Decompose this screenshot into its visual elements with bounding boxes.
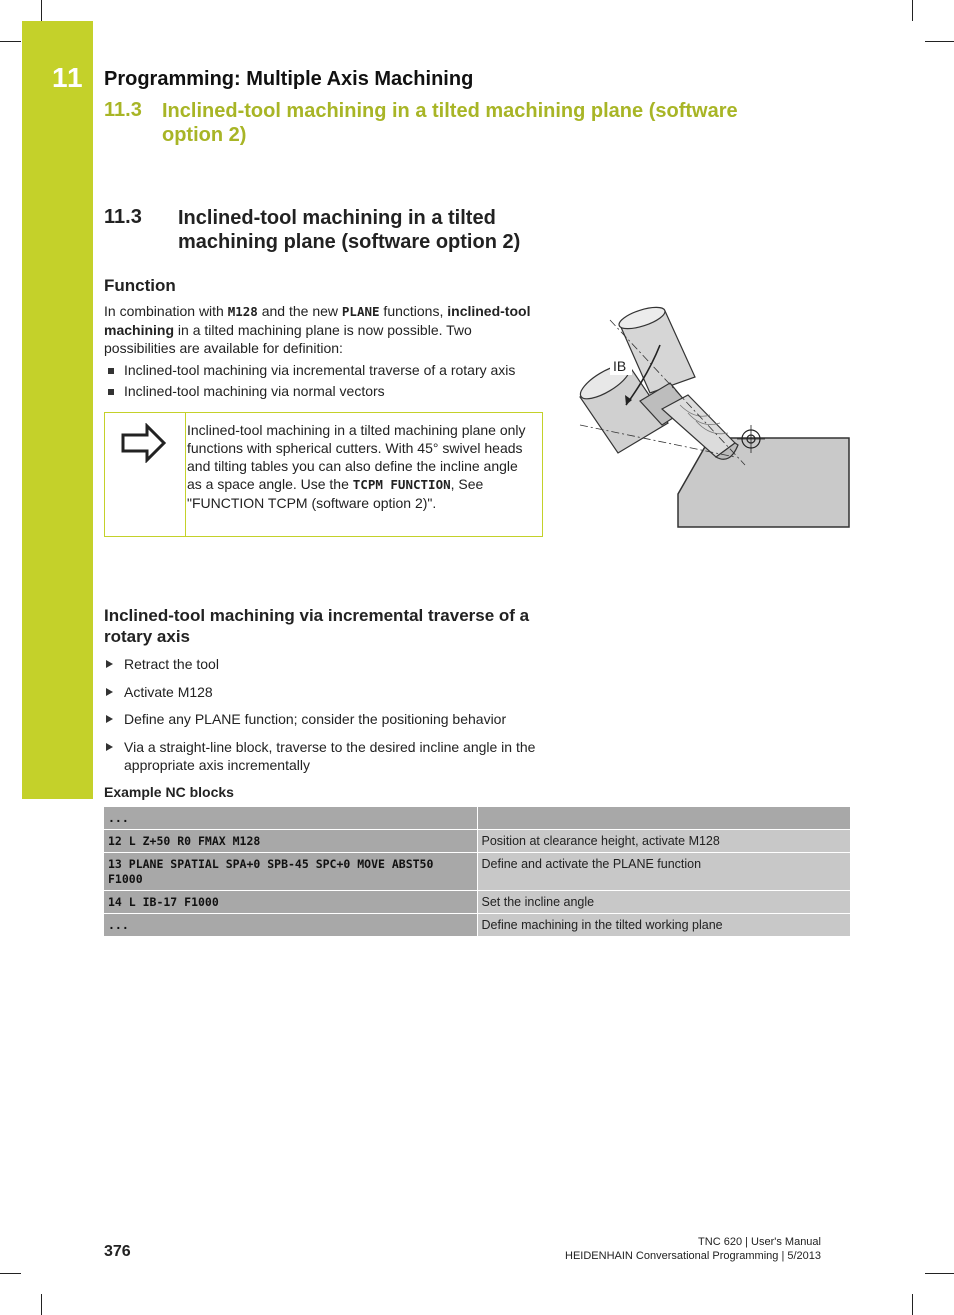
list-item: Define any PLANE function; consider the positioning behavior bbox=[104, 710, 544, 728]
table-row bbox=[104, 891, 850, 914]
nc-desc-cell bbox=[477, 807, 850, 830]
nc-desc-cell: Set the incline angle bbox=[477, 891, 850, 914]
function-paragraph: In combination with M128 and the new PLANE functions, inclined-tool machining in a tilted machining plane is now possible. Two possibilities are available for definition: bbox=[104, 303, 531, 356]
nc-blocks-table bbox=[104, 807, 850, 937]
inclined-tool-figure bbox=[570, 305, 852, 531]
crop-mark bbox=[41, 1294, 42, 1315]
procedure-steps bbox=[104, 655, 544, 783]
crop-mark bbox=[925, 41, 954, 42]
nc-code-cell: 12 L Z+50 R0 FMAX M128 bbox=[104, 830, 477, 853]
crop-mark bbox=[912, 0, 913, 21]
footer-info bbox=[500, 1235, 821, 1263]
section-title: Inclined-tool machining in a tilted machining plane (software option 2) bbox=[178, 207, 521, 253]
table-row bbox=[104, 853, 850, 891]
crop-mark bbox=[0, 41, 21, 42]
list-item: Inclined-tool machining via normal vectors bbox=[104, 381, 544, 402]
note-divider bbox=[185, 413, 186, 536]
list-item: Retract the tool bbox=[104, 655, 544, 673]
note-text: Inclined-tool machining in a tilted machining plane only functions with spherical cutters. With 45° swivel heads and tilting tables you can also define the incline angle as a space angle. Use the TCPM FUNCTION, See "FUNCTION TCPM (software option 2)". bbox=[187, 422, 526, 511]
chapter-number: 11 bbox=[52, 62, 84, 93]
nc-desc-cell: Position at clearance height, activate M128 bbox=[477, 830, 850, 853]
header-section-title: Inclined-tool machining in a tilted machining plane (software option 2) bbox=[162, 100, 738, 146]
nc-code-cell: 13 PLANE SPATIAL SPA+0 SPB-45 SPC+0 MOVE ABST50 F1000 bbox=[104, 853, 477, 891]
page-number: 376 bbox=[104, 1243, 131, 1260]
footer-line: TNC 620 | User's Manual bbox=[698, 1236, 821, 1248]
crop-mark bbox=[925, 1273, 954, 1274]
nc-desc-cell: Define and activate the PLANE function bbox=[477, 853, 850, 891]
table-row bbox=[104, 914, 850, 937]
crop-mark bbox=[0, 1273, 21, 1274]
list-item: Via a straight-line block, traverse to the desired incline angle in the appropriate axis incrementally bbox=[104, 738, 544, 774]
incline-angle-label: IB bbox=[613, 358, 627, 374]
crop-mark bbox=[912, 1294, 913, 1315]
incremental-heading: Inclined-tool machining via incremental traverse of a rotary axis bbox=[104, 606, 530, 646]
definition-options-list bbox=[104, 360, 544, 402]
nc-code-cell: ... bbox=[104, 914, 477, 937]
table-row bbox=[104, 830, 850, 853]
list-item: Activate M128 bbox=[104, 683, 544, 701]
table-row bbox=[104, 807, 850, 830]
note-box bbox=[104, 412, 543, 537]
section-number: 11.3 bbox=[104, 206, 142, 228]
nc-code-cell: ... bbox=[104, 807, 477, 830]
list-item: Inclined-tool machining via incremental traverse of a rotary axis bbox=[104, 360, 544, 381]
crop-mark bbox=[41, 0, 42, 21]
chapter-title: Programming: Multiple Axis Machining bbox=[104, 68, 474, 90]
chapter-tab bbox=[22, 21, 93, 799]
nc-code-cell: 14 L IB-17 F1000 bbox=[104, 891, 477, 914]
footer-line: HEIDENHAIN Conversational Programming | 5/2013 bbox=[565, 1250, 821, 1262]
example-heading: Example NC blocks bbox=[104, 784, 234, 800]
arrow-right-icon bbox=[121, 423, 167, 463]
function-heading: Function bbox=[104, 276, 176, 295]
nc-desc-cell: Define machining in the tilted working plane bbox=[477, 914, 850, 937]
header-section-number: 11.3 bbox=[104, 99, 142, 121]
